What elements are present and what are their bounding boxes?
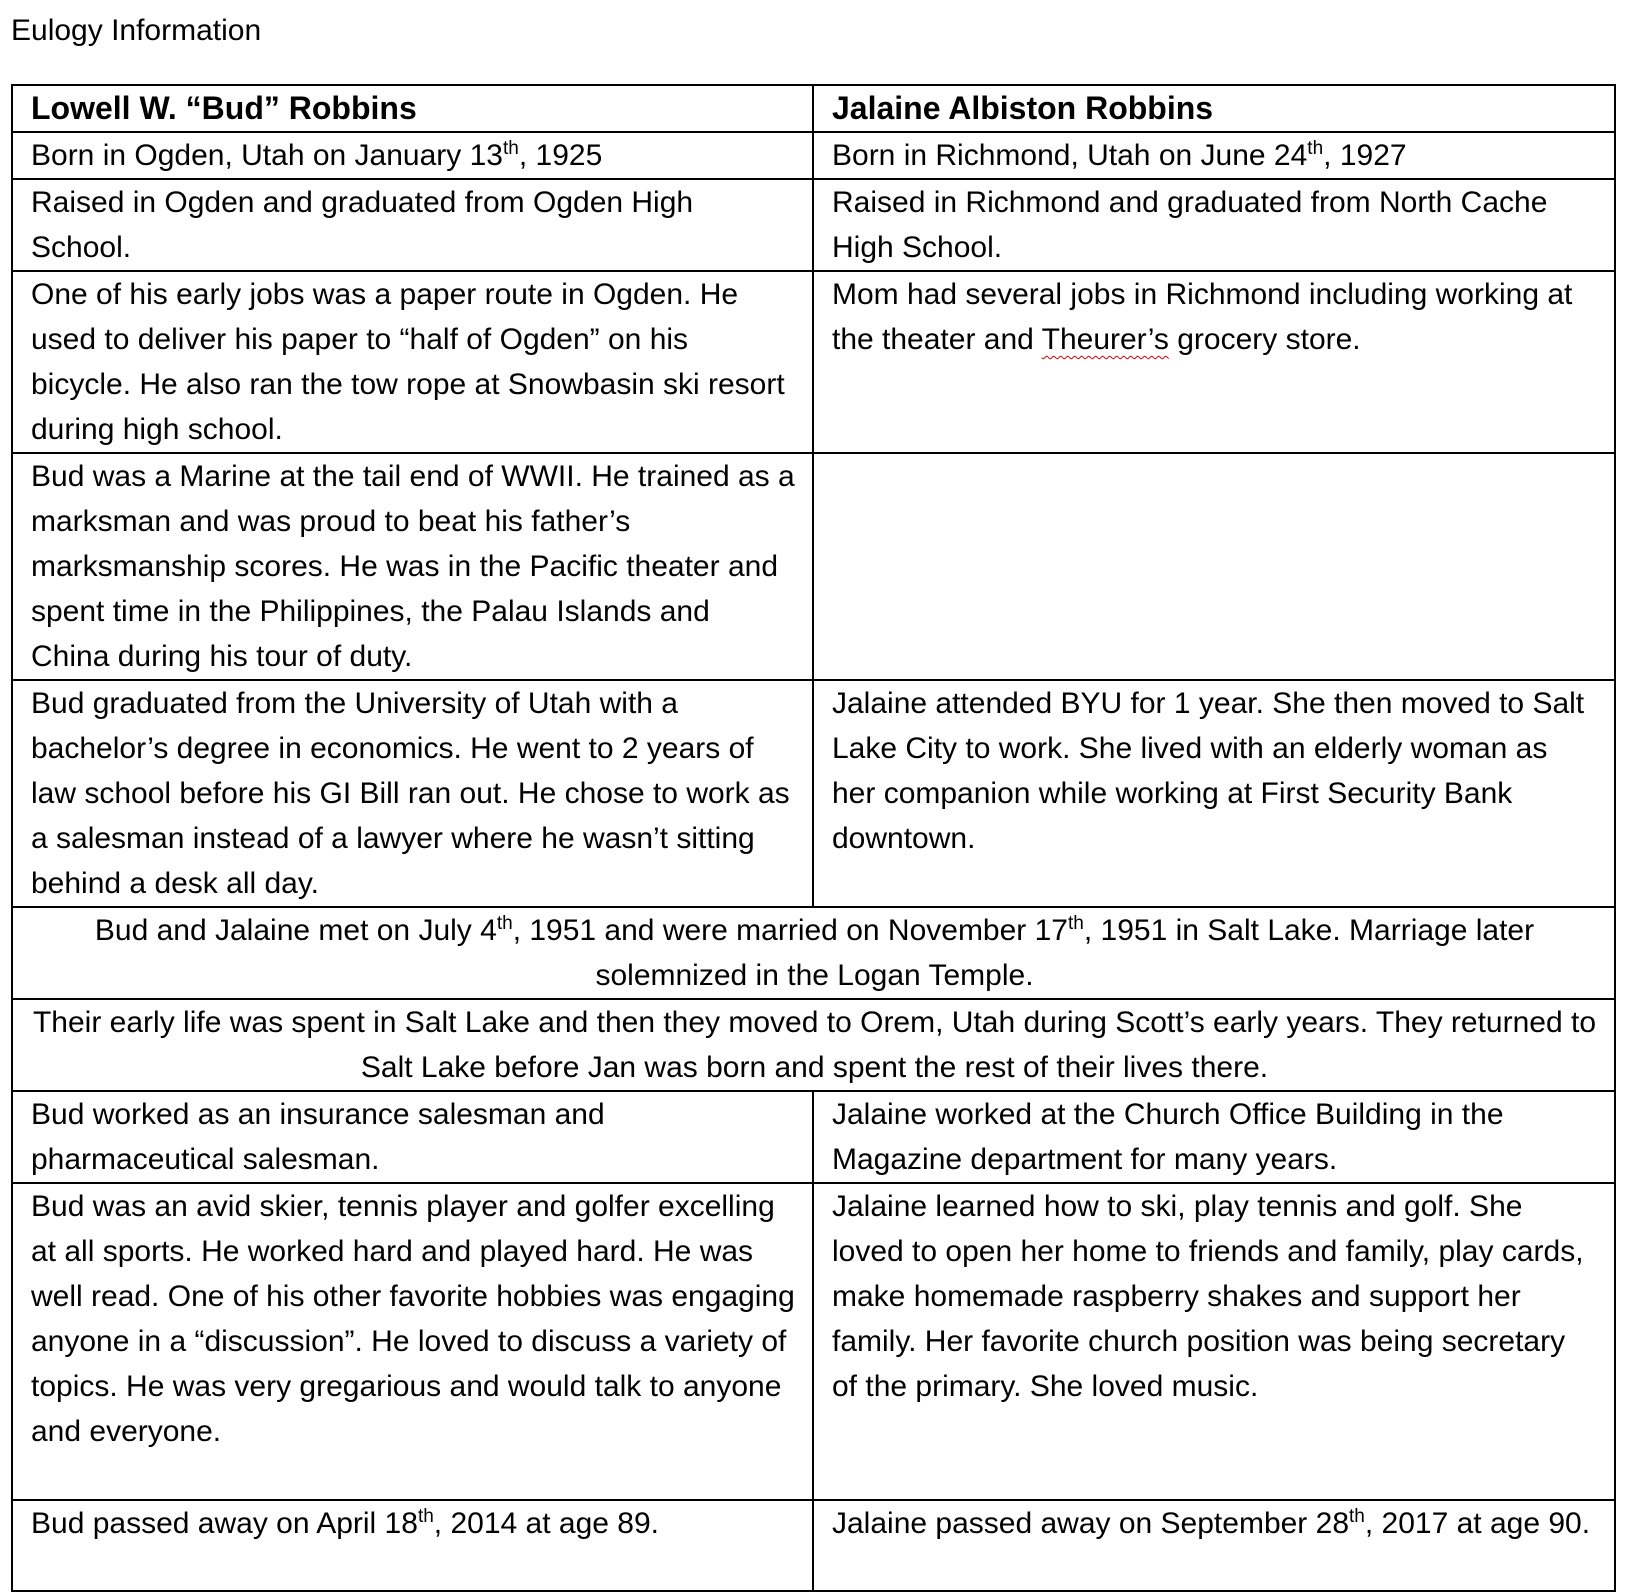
early-jobs-jalaine: Mom had several jobs in Richmond including working at the theater and Theurer’s grocery store. (813, 271, 1615, 453)
military-bud: Bud was a Marine at the tail end of WWII. He trained as a marksman and was proud to beat his father’s marksmanship scores. He was in the Pacific theater and spent time in the Philippines, the Palau Islands and China during his tour of duty. (12, 453, 813, 680)
hobbies-jalaine: Jalaine learned how to ski, play tennis and golf. She loved to open her home to friends and family, play cards, make homemade raspberry shakes and support her family. Her favorite church position was being secretary of the primary. She loved music. (813, 1183, 1615, 1500)
born-jalaine: Born in Richmond, Utah on June 24th, 1927 (813, 132, 1615, 179)
raised-bud: Raised in Ogden and graduated from Ogden High School. (12, 179, 813, 271)
early-jobs-bud: One of his early jobs was a paper route in Ogden. He used to deliver his paper to “half of Ogden” on his bicycle. He also ran the tow rope at Snowbasin ski resort during high school. (12, 271, 813, 453)
marriage-info: Bud and Jalaine met on July 4th, 1951 and were married on November 17th, 1951 in Salt Lake. Marriage later solemnized in the Logan Temple. (12, 907, 1615, 999)
table-row-education (12, 680, 1615, 907)
table-row-military (12, 453, 1615, 680)
eulogy-table (11, 84, 1616, 1592)
table-row-raised (12, 179, 1615, 271)
table-row-early-life (12, 999, 1615, 1091)
table-row-careers (12, 1091, 1615, 1183)
page-title: Eulogy Information (11, 14, 262, 47)
born-bud: Born in Ogden, Utah on January 13th, 1925 (12, 132, 813, 179)
passing-bud: Bud passed away on April 18th, 2014 at age 89. (12, 1500, 813, 1591)
table-row-born (12, 132, 1615, 179)
raised-jalaine: Raised in Richmond and graduated from North Cache High School. (813, 179, 1615, 271)
education-jalaine: Jalaine attended BYU for 1 year. She then moved to Salt Lake City to work. She lived with an elderly woman as her companion while working at First Security Bank downtown. (813, 680, 1615, 907)
column-heading-jalaine: Jalaine Albiston Robbins (813, 85, 1615, 132)
careers-bud: Bud worked as an insurance salesman and pharmaceutical salesman. (12, 1091, 813, 1183)
table-row-hobbies (12, 1183, 1615, 1500)
early-life-info: Their early life was spent in Salt Lake and then they moved to Orem, Utah during Scott’s early years. They returned to Salt Lake before Jan was born and spent the rest of their lives there. (12, 999, 1615, 1091)
careers-jalaine: Jalaine worked at the Church Office Building in the Magazine department for many years. (813, 1091, 1615, 1183)
table-row-marriage (12, 907, 1615, 999)
education-bud: Bud graduated from the University of Utah with a bachelor’s degree in economics. He went to 2 years of law school before his GI Bill ran out. He chose to work as a salesman instead of a lawyer where he wasn’t sitting behind a desk all day. (12, 680, 813, 907)
hobbies-bud: Bud was an avid skier, tennis player and golfer excelling at all sports. He worked hard and played hard. He was well read. One of his other favorite hobbies was engaging anyone in a “discussion”. He loved to discuss a variety of topics. He was very gregarious and would talk to anyone and everyone. (12, 1183, 813, 1500)
column-heading-bud: Lowell W. “Bud” Robbins (12, 85, 813, 132)
table-row-header (12, 85, 1615, 132)
passing-jalaine: Jalaine passed away on September 28th, 2017 at age 90. (813, 1500, 1615, 1591)
military-jalaine (813, 453, 1615, 680)
table-row-early-jobs (12, 271, 1615, 453)
table-row-passing (12, 1500, 1615, 1591)
spellcheck-flagged-word[interactable]: Theurer’s (1041, 323, 1169, 356)
